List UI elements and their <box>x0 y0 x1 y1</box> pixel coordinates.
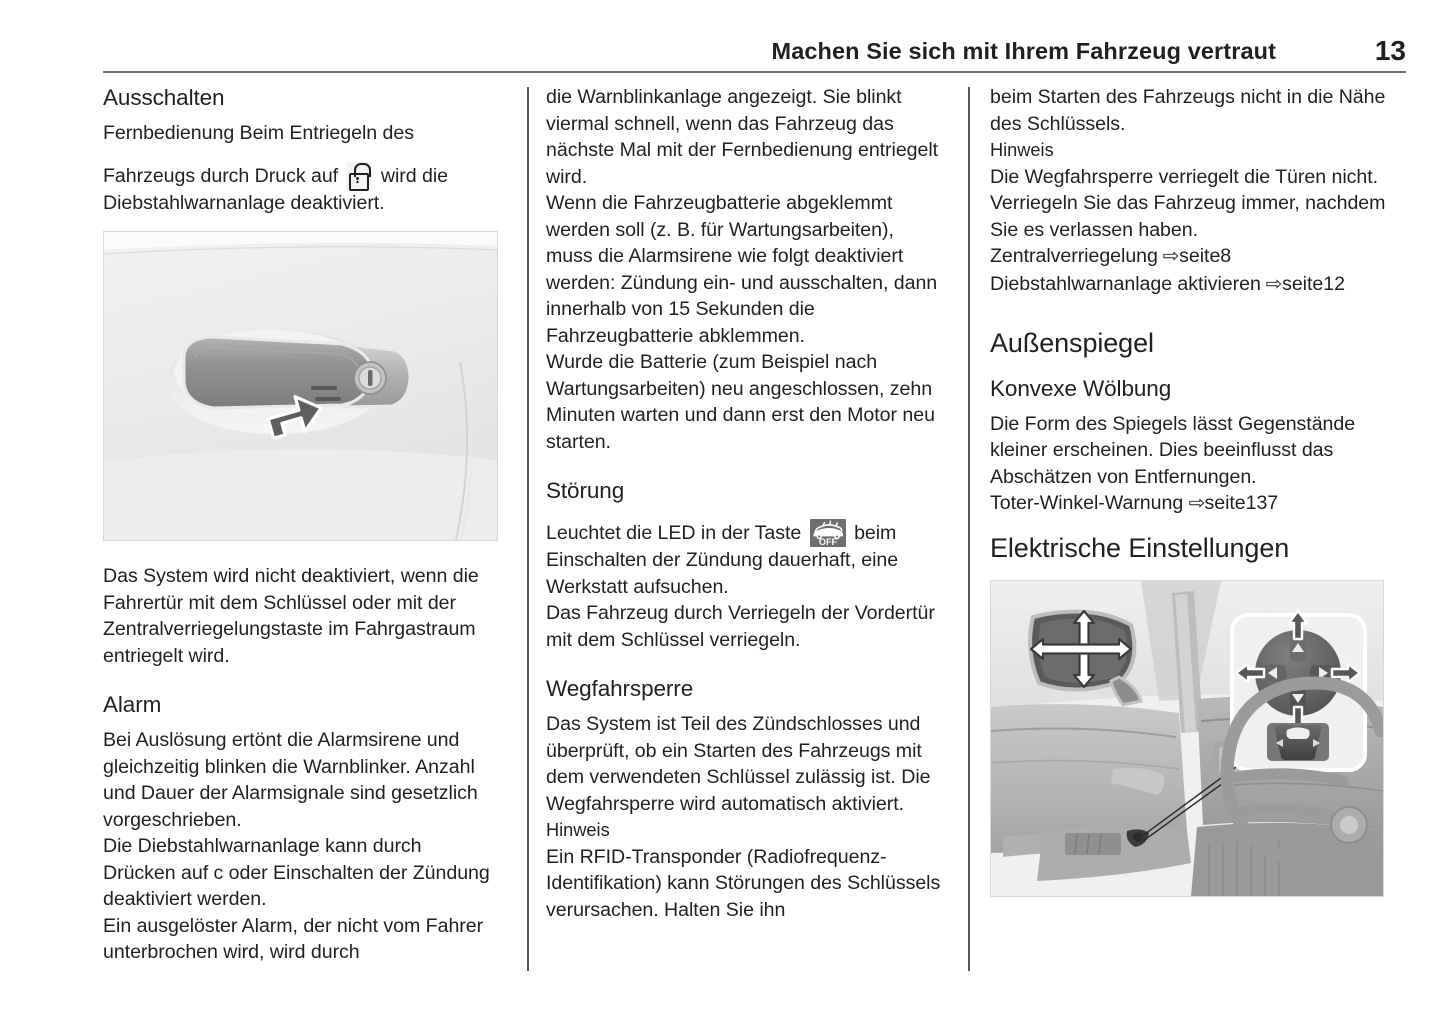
heading-ausschalten: Ausschalten <box>103 85 225 110</box>
paragraph-wegfahrsperre: Das System ist Teil des Zündschlosses und überprüft, ob ein Starten des Fahrzeugs mit dem verwendeten Schlüssel zulässig ist. Die Wegfahrsperre wird automatisch aktiviert. <box>546 713 931 815</box>
fernbedienung-line1: Fernbedienung Beim Entriegeln des <box>103 122 414 144</box>
column-3 <box>990 84 1386 897</box>
column-divider-1 <box>527 87 529 971</box>
paragraph-rfid-continue: beim Starten des Fahrzeugs nicht in die Nähe des Schlüssels. <box>990 86 1386 135</box>
page-title: Machen Sie sich mit Ihrem Fahrzeug vertraut <box>771 38 1276 64</box>
ref-page-toter-winkel: seite137 <box>1204 492 1279 515</box>
paragraph-system-nicht-deaktiviert: Das System wird nicht deaktiviert, wenn die Fahrertür mit dem Schlüssel oder mit der Zentralverriegelungstaste im Fahrgastraum entriegelt wird. <box>103 565 479 667</box>
heading-stoerung: Störung <box>546 478 625 503</box>
paragraph-wegfahrsperre-tueren: Die Wegfahrsperre verriegelt die Türen nicht. Verriegeln Sie das Fahrzeug immer, nachdem Sie es verlassen haben. <box>990 165 1386 241</box>
mirror-controls-illustration <box>991 581 1383 896</box>
figure-mirror-controls <box>990 580 1384 897</box>
paragraph-alarm-3: Ein ausgelöster Alarm, der nicht vom Fahrer unterbrochen wird, wird durch <box>103 914 484 963</box>
ref-page-zentralverriegelung: seite8 <box>1179 245 1232 267</box>
label-hinweis-col3: Hinweis <box>990 140 1054 160</box>
heading-wegfahrsperre: Wegfahrsperre <box>546 676 694 701</box>
ref-label-toter-winkel: Toter-Winkel-Warnung <box>990 492 1184 515</box>
cross-reference-zentralverriegelung <box>990 243 1386 271</box>
column-divider-2 <box>968 87 970 971</box>
padlock-open-icon <box>346 162 372 190</box>
page-number: 13 <box>1374 35 1406 66</box>
paragraph-verriegeln: Das Fahrzeug durch Verriegeln der Vordertür mit dem Schlüssel verriegeln. <box>546 602 935 651</box>
reference-arrow-icon: ⇨ <box>1265 273 1283 295</box>
reference-arrow-icon: ⇨ <box>1188 493 1205 515</box>
led-text-rest: Einschalten der Zündung dauerhaft, eine Werkstatt aufsuchen. <box>546 549 899 598</box>
svg-text:OFF: OFF <box>818 537 837 547</box>
cross-reference-toter-winkel <box>990 490 1386 518</box>
paragraph-batterie-2: Wurde die Batterie (zum Beispiel nach Wartungsarbeiten) neu angeschlossen, zehn Minuten warten und dann erst den Motor neu starten. <box>546 351 935 453</box>
paragraph-fernbedienung <box>103 120 499 147</box>
heading-aussenspiegel: Außenspiegel <box>990 328 1154 358</box>
header-rule <box>103 71 1406 73</box>
paragraph-alarm-2: Die Diebstahlwarnanlage kann durch Drücken auf c oder Einschalten der Zündung deaktiviert werden. <box>103 835 490 910</box>
paragraph-konvexe: Die Form des Spiegels lässt Gegenstände kleiner erscheinen. Dies beeinflusst das Abschätzen von Entfernungen. <box>990 412 1356 488</box>
paragraph-warnblink-continue: die Warnblinkanlage angezeigt. Sie blinkt viermal schnell, wenn das Fahrzeug das nächste Mal mit der Fernbedienung entriegelt wird. <box>546 86 939 188</box>
label-hinweis-col2: Hinweis <box>546 820 610 840</box>
page-header <box>103 35 1406 74</box>
heading-konvexe-woelbung: Konvexe Wölbung <box>990 375 1172 401</box>
ref-page-diebstahlwarnanlage: seite12 <box>1282 272 1345 295</box>
paragraph-batterie-1: Wenn die Fahrzeugbatterie abgeklemmt werden soll (z. B. für Wartungsarbeiten), muss die Alarmsirene wie folgt deaktiviert werden: Zündung ein- und ausschalten, dann innerhalb von 15 Sekunden die Fahrzeugbatterie abklemmen. <box>546 192 938 347</box>
reference-arrow-icon: ⇨ <box>1162 246 1180 267</box>
paragraph-unlock-deactivate <box>103 162 499 217</box>
ref-label-zentralverriegelung: Zentralverriegelung <box>990 245 1158 267</box>
unlock-text-after: wird die <box>380 164 449 187</box>
car-alarm-off-icon <box>810 519 846 547</box>
paragraph-led-taste <box>546 519 942 600</box>
column-2 <box>546 84 942 923</box>
ref-label-diebstahlwarnanlage: Diebstahlwarnanlage aktivieren <box>990 272 1261 295</box>
unlock-text-line2: Diebstahlwarnanlage deaktiviert. <box>103 191 385 214</box>
paragraph-alarm-1: Bei Auslösung ertönt die Alarmsirene und gleichzeitig blinken die Warnblinker. Anzahl und Dauer der Alarmsignale sind gesetzlich vorgeschrieben. <box>103 729 478 831</box>
led-text-after: beim <box>854 522 897 544</box>
door-handle-illustration <box>104 232 497 540</box>
led-text-before: Leuchtet die LED in der Taste <box>546 522 802 544</box>
column-1 <box>103 84 499 966</box>
heading-elektrische-einstellungen: Elektrische Einstellungen <box>990 532 1290 563</box>
paragraph-rfid: Ein RFID-Transponder (Radiofrequenz-Identifikation) kann Störungen des Schlüssels verursachen. Halten Sie ihn <box>546 845 941 921</box>
heading-alarm: Alarm <box>103 692 162 717</box>
figure-door-handle <box>103 231 498 541</box>
cross-reference-diebstahlwarnanlage <box>990 271 1386 299</box>
unlock-text-before: Fahrzeugs durch Druck auf <box>103 164 339 187</box>
content-columns <box>0 84 1445 984</box>
